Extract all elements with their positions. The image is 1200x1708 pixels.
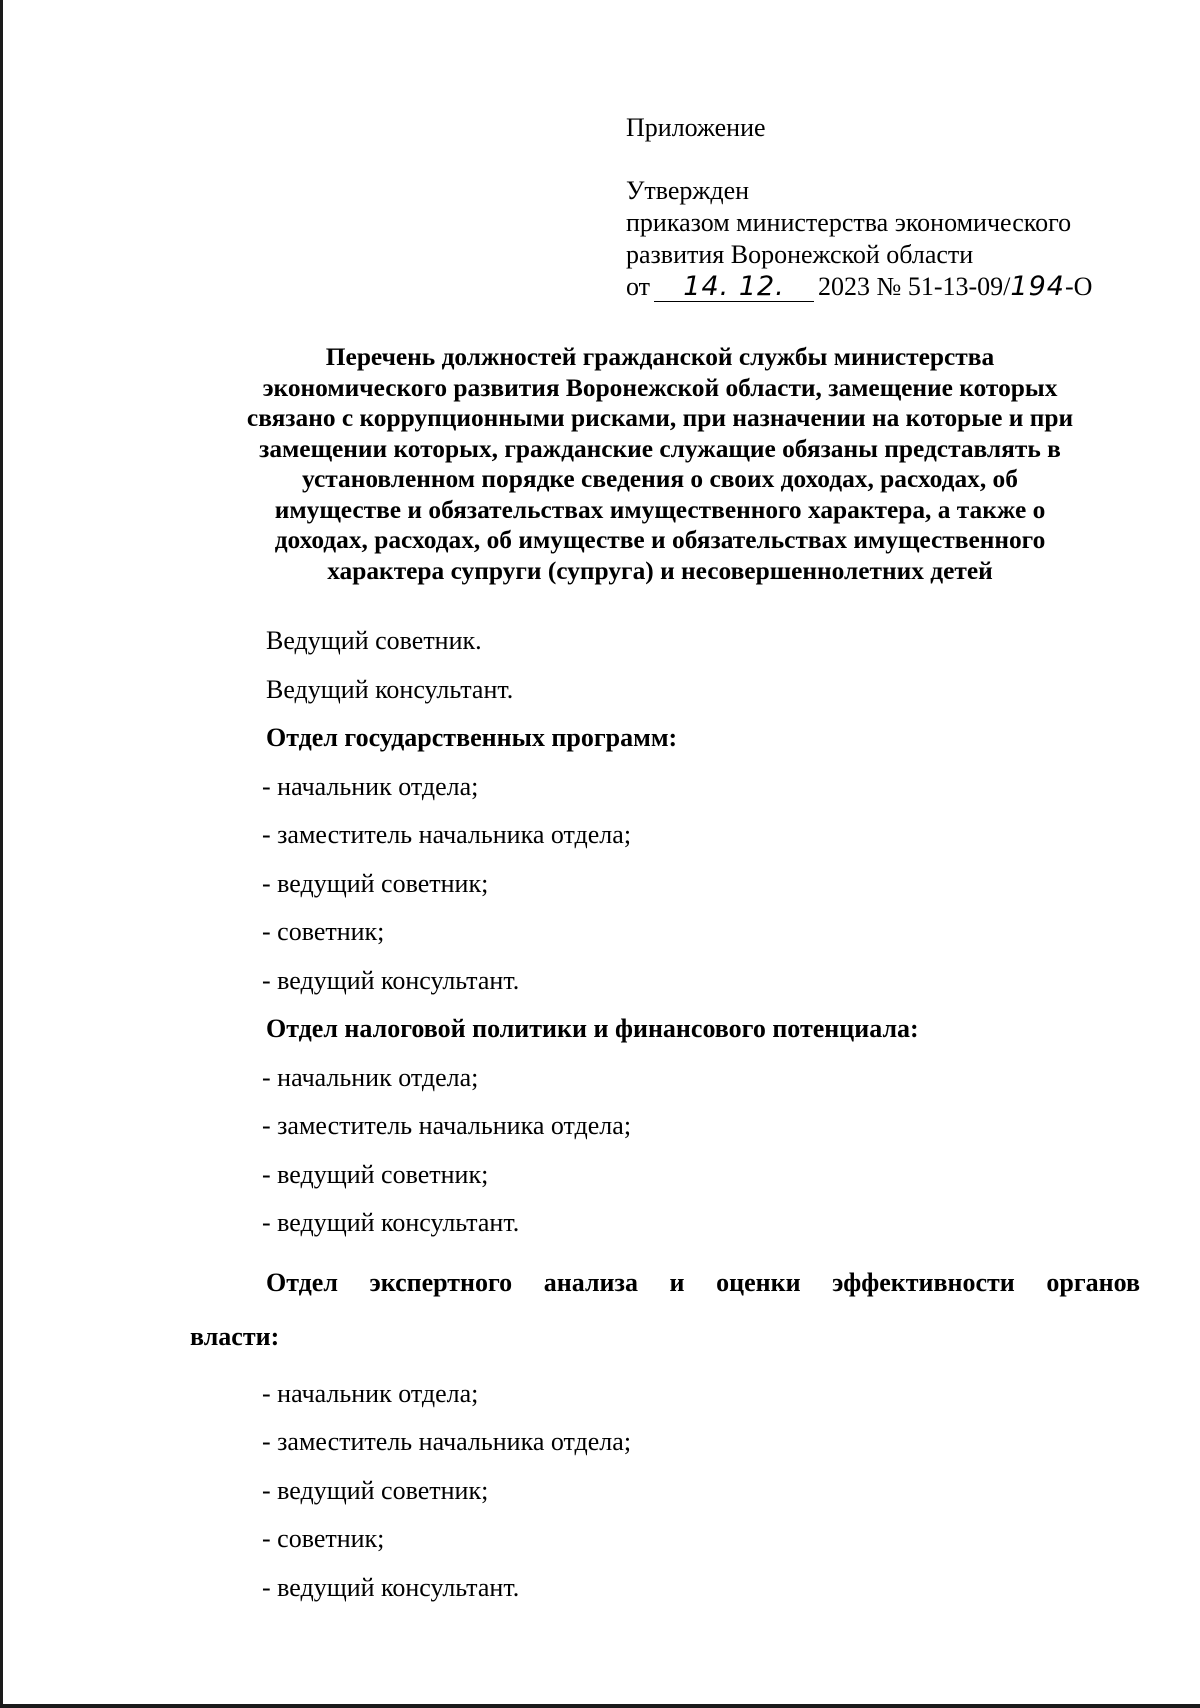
position-item: - начальник отдела;	[262, 1378, 479, 1408]
title-line: экономического развития Воронежской области, замещение которых	[262, 373, 1058, 402]
position-item: - ведущий консультант.	[262, 1208, 520, 1237]
handwritten-date: 14. 12.	[654, 273, 814, 302]
position-item: - заместитель начальника отдела;	[262, 1111, 632, 1140]
title-line: доходах, расходах, об имуществе и обязательствах имущественного	[274, 526, 1046, 554]
position-item: - советник;	[262, 1524, 385, 1553]
title-line: имуществе и обязательствах имущественного характера, а также о	[274, 495, 1046, 524]
department-heading: Отдел экспертного анализа и оценки эффективности органов власти:	[190, 1267, 1140, 1351]
position-item: - заместитель начальника отдела;	[262, 1427, 632, 1456]
position-item: - ведущий советник;	[262, 868, 489, 898]
document-title	[180, 342, 1140, 586]
title-line: характера супруги (супруга) и несовершеннолетних детей	[327, 556, 993, 585]
approval-block	[626, 112, 1146, 303]
position-item: - ведущий консультант.	[262, 1572, 520, 1602]
top-position: Ведущий советник.	[266, 626, 482, 655]
department-heading: Отдел государственных программ:	[266, 723, 678, 752]
position-item: - начальник отдела;	[262, 771, 479, 801]
scan-left-edge	[0, 0, 3, 1708]
order-number-prefix: 2023 № 51-13-09/	[818, 272, 1011, 301]
order-line-2: развития Воронежской области	[626, 240, 974, 269]
position-item: - заместитель начальника отдела;	[262, 820, 632, 849]
date-prefix: от	[626, 272, 651, 301]
order-date-line	[626, 271, 1146, 303]
top-position: Ведущий консультант.	[266, 674, 514, 704]
title-line: установленном порядке сведения о своих доходах, расходах, об	[302, 465, 1018, 493]
scan-bottom-edge	[0, 1704, 1200, 1708]
position-item: - ведущий консультант.	[262, 965, 520, 995]
position-item: - ведущий советник;	[262, 1159, 489, 1189]
title-line: замещении которых, гражданские служащие обязаны представлять в	[259, 434, 1061, 463]
department-heading: Отдел налоговой политики и финансового потенциала:	[266, 1014, 919, 1043]
position-item: - начальник отдела;	[262, 1062, 479, 1092]
position-item: - советник;	[262, 917, 385, 946]
approved-label: Утвержден	[626, 176, 750, 205]
order-number-suffix: -О	[1064, 272, 1093, 301]
title-line: Перечень должностей гражданской службы министерства	[325, 343, 995, 371]
positions-list	[190, 625, 1140, 1620]
title-line: связано с коррупционными рисками, при назначении на которые и при	[246, 404, 1074, 432]
order-line-1: приказом министерства экономического	[626, 208, 1072, 237]
appendix-label: Приложение	[626, 113, 766, 142]
position-item: - ведущий советник;	[262, 1475, 489, 1505]
handwritten-order-number: 194	[1010, 271, 1065, 302]
